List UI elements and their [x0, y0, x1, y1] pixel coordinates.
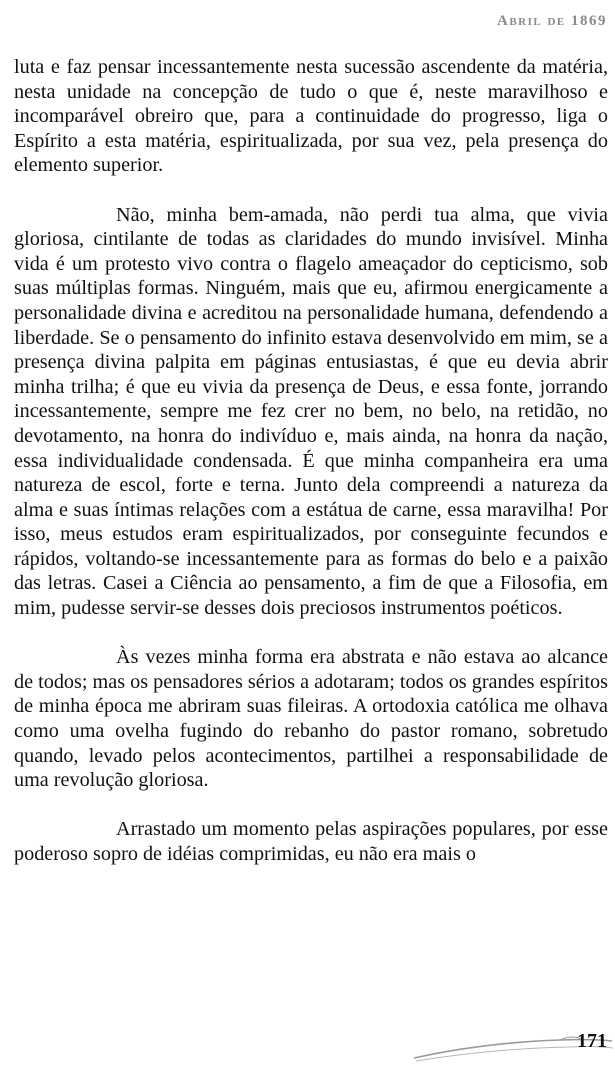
- page-body: [14, 55, 608, 867]
- paragraph-2: Não, minha bem-amada, não perdi tua alma, que vivia gloriosa, cintilante de todas as claridades do mundo invisível. Minha vida é um protesto vivo contra o flagelo ameaçador do cepticismo, sob suas múltiplas formas. Ninguém, mais que eu, afirmou energicamente a personalidade divina e acreditou na personalidade humana, defendendo a liberdade. Se o pensamento do infinito estava desenvolvido em mim, se a presença divina palpita em páginas entusiastas, é que eu devia abrir minha trilha; é que eu vivia da presença de Deus, e essa fonte, jorrando incessantemente, sempre me fez crer no bem, no belo, na retidão, no devotamento, na honra do indivíduo e, mais ainda, na honra da nação, essa individualidade condensada. É que minha companheira era uma natureza de escol, forte e terna. Junto dela compreendi a natureza da alma e suas íntimas relações com a estátua de carne, essa maravilha! Por isso, meus estudos eram espiritualizados, por conseguinte fecundos e rápidos, voltando-se incessantemente para as formas do belo e a paixão das letras. Casei a Ciência ao pensamento, a fim de que a Filosofia, em mim, pudesse servir-se desses dois preciosos instrumentos poéticos.: [14, 203, 608, 620]
- paragraph-1: luta e faz pensar incessantemente nesta sucessão ascendente da matéria, nesta unidade na concepção de tudo o que é, neste maravilhoso e incomparável obreiro que, para a continuidade do progresso, liga o Espírito a esta matéria, espiritualizada, por sua vez, pela presença do elemento superior.: [14, 56, 608, 177]
- running-header: Abril de 1869: [496, 13, 607, 29]
- paragraph-4: Arrastado um momento pelas aspirações populares, por esse poderoso sopro de idéias comprimidas, eu não era mais o: [14, 818, 608, 865]
- page-number: 171: [577, 1030, 607, 1052]
- paragraph-3: Às vezes minha forma era abstrata e não estava ao alcance de todos; mas os pensadores sérios a adotaram; todos os grandes espíritos de minha época me abriram suas fileiras. A ortodoxia católica me olhava como uma ovelha fugindo do rebanho do pastor romano, sobretudo quando, levado pelos acontecimentos, partilhei a responsabilidade de uma revolução gloriosa.: [14, 646, 608, 792]
- page-footer: [410, 1028, 615, 1066]
